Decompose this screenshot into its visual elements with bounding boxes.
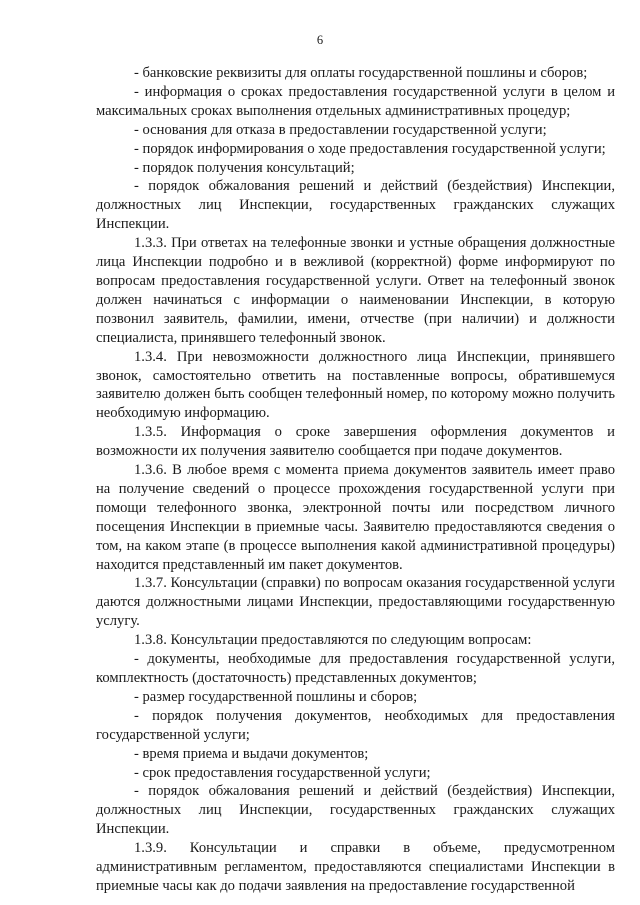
document-body [96, 64, 615, 896]
paragraph: 1.3.7. Консультации (справки) по вопросам оказания государственной услуги даются должностными лицами Инспекции, предоставляющими государственную услугу. [96, 575, 615, 630]
paragraph: - порядок информирования о ходе предоставления государственной услуги; [134, 140, 606, 157]
paragraph: 1.3.6. В любое время с момента приема документов заявитель имеет право на получение сведений о процессе прохождения государственной услуги при помощи телефонного звонка, электронной почты или посредством личного посещения Инспекции в приемные часы. Заявителю предоставляются сведения о том, на каком этапе (в процессе выполнения какой административной процедуры) находится представленный им пакет документов. [96, 462, 615, 573]
paragraph: - размер государственной пошлины и сборов; [134, 688, 418, 705]
paragraph: - порядок обжалования решений и действий (бездействия) Инспекции, должностных лиц Инспекции, государственных гражданских служащих Инспекции. [96, 783, 615, 838]
paragraph: - порядок получения документов, необходимых для предоставления государственной услуги; [96, 707, 615, 743]
paragraph: - порядок обжалования решений и действий (бездействия) Инспекции, должностных лиц Инспекции, государственных гражданских служащих Инспекции. [96, 178, 615, 233]
page-number: 6 [316, 33, 324, 47]
paragraph: 1.3.4. При невозможности должностного лица Инспекции, принявшего звонок, самостоятельно ответить на поставленные вопросы, обратившемуся заявителю должен быть сообщен телефонный номер, по которому можно получить необходимую информацию. [96, 348, 615, 422]
paragraph: - основания для отказа в предоставлении государственной услуги; [134, 121, 547, 138]
paragraph: 1.3.5. Информация о сроке завершения оформления документов и возможности их получения заявителю сообщается при подаче документов. [96, 424, 615, 460]
paragraph: - информация о сроках предоставления государственной услуги в целом и максимальных сроках выполнения отдельных административных процедур; [96, 83, 615, 119]
paragraph: - время приема и выдачи документов; [134, 745, 369, 762]
paragraph: 1.3.9. Консультации и справки в объеме, предусмотренном административным регламентом, предоставляются специалистами Инспекции в приемные часы как до подачи заявления на предоставление государственной [96, 840, 615, 894]
paragraph: 1.3.3. При ответах на телефонные звонки и устные обращения должностные лица Инспекции подробно и в вежливой (корректной) форме информируют по вопросам предоставления государственной услуги. Ответ на телефонный звонок должен начинаться с информации о наименовании Инспекции, в которую позвонил заявитель, фамилии, имени, отчестве (при наличии) и должности специалиста, принявшего телефонный звонок. [96, 235, 615, 346]
paragraph: - порядок получения консультаций; [134, 159, 355, 176]
paragraph: - документы, необходимые для предоставления государственной услуги, комплектность (достаточность) представленных документов; [96, 651, 615, 686]
paragraph: - срок предоставления государственной услуги; [134, 764, 431, 781]
paragraph: - банковские реквизиты для оплаты государственной пошлины и сборов; [134, 65, 588, 81]
paragraph: 1.3.8. Консультации предоставляются по следующим вопросам: [134, 632, 532, 649]
